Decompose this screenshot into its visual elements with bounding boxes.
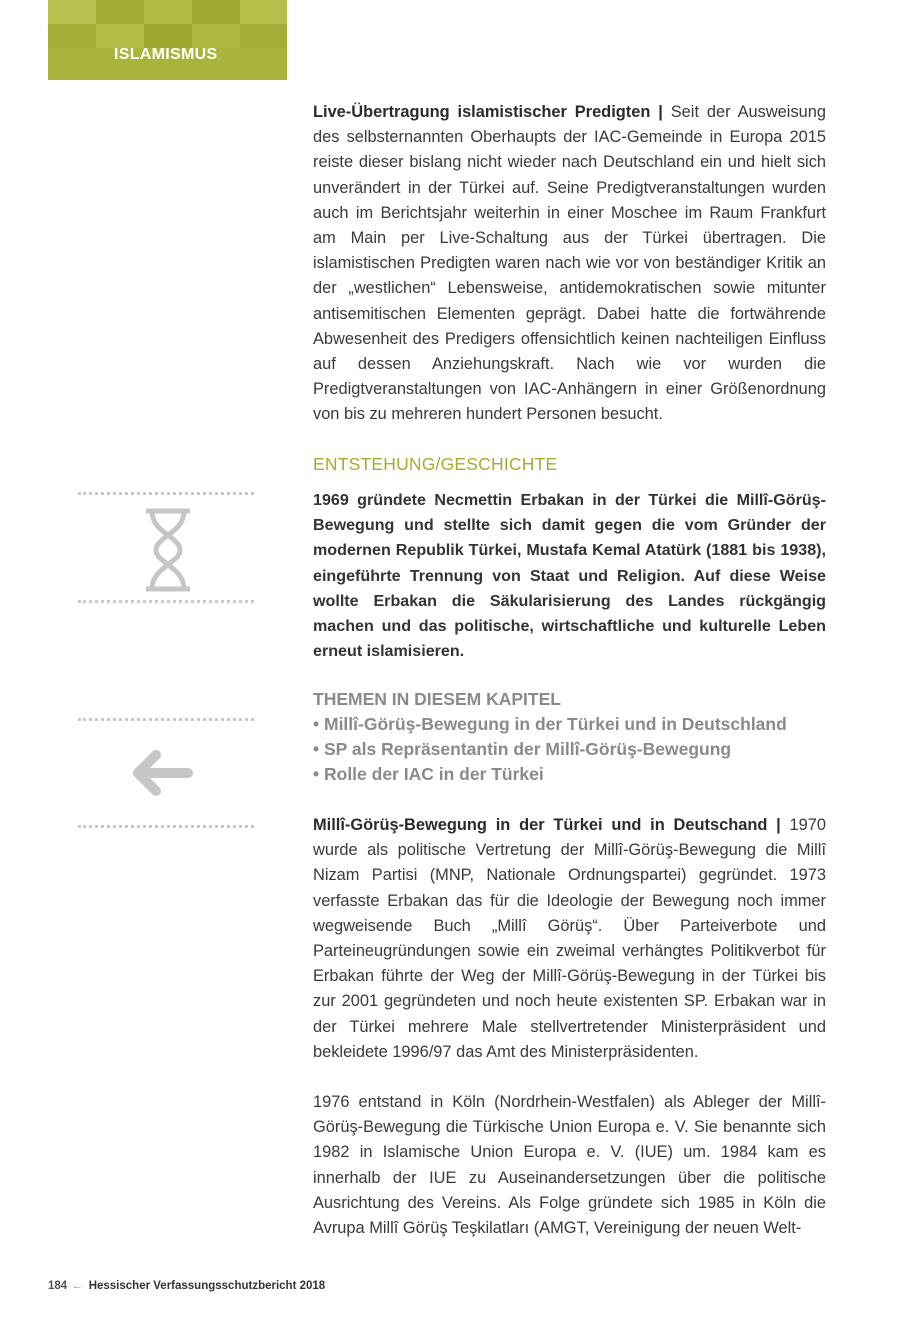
paragraph-body: Seit der Ausweisung des selbsternannten Oberhaupts der IAC-Gemeinde in Europa 2015 reiste dieser bislang nicht wieder nach Deutschland ein und hielt sich unverändert in der Türkei auf. Seine Predigtveranstaltungen wurden auch im Berichtsjahr weiterhin in einer Moschee im Raum Frankfurt am Main per Live-Schaltung aus der Türkei übertragen. Die islamistischen Predigten waren nach wie vor von beständiger Kritik an der „westlichen“ Lebensweise, antidemokratischen sowie mitunter antisemitischen Elementen geprägt. Dabei hatte die fortwährende Abwesenheit des Predigers offensichtlich keinen nachteiligen Einfluss auf dessen Anziehungskraft. Nach wie vor wurden die Predigtveranstaltungen von IAC-Anhängern in einer Größenordnung von bis zu mehreren hundert Personen besucht. (313, 103, 826, 424)
paragraph-live-broadcast (313, 100, 826, 428)
header-mosaic-tile (240, 0, 287, 24)
paragraph-cologne: 1976 entstand in Köln (Nordrhein-Westfalen) als Ableger der Millî-Görüş-Bewegung die Türkische Union Europa e. V. Sie benannte sich 1982 in Islamische Union Europa e. V. (IUE) um. 1984 kam es innerhalb der IUE zu Auseinandersetzungen über die politische Ausrichtung des Vereins. Als Folge gründete sich 1985 in Köln die Avrupa Millî Görüş Teşkilatları (AMGT, Vereinigung der neuen Welt- (313, 1093, 826, 1238)
chapter-topic-item: • Millî-Görüş-Bewegung in der Türkei und in Deutschland (313, 714, 787, 734)
header-mosaic-tile (192, 0, 240, 24)
history-intro: 1969 gründete Necmettin Erbakan in der Türkei die Millî-Görüş-Bewegung und stellte sich damit gegen die vom Gründer der modernen Republik Türkei, Mustafa Kemal Atatürk (1881 bis 1938), eingeführte Trennung von Staat und Religion. Auf diese Weise wollte Erbakan die Säkularisierung des Landes rückgängig machen und das politische, wirtschaftliche und kulturelle Leben erneut islamisieren. (313, 491, 826, 661)
section-heading-history: ENTSTEHUNG/GESCHICHTE (313, 454, 558, 474)
chapter-topics (313, 686, 833, 788)
chapter-topics-list (313, 712, 833, 788)
hourglass-icon (140, 507, 196, 593)
paragraph-body: 1970 wurde als politische Vertretung der Millî-Görüş-Bewegung die Millî Nizam Partisi (MNP, Nationale Ordnungspartei) gegründet. 1973 verfasste Erbakan das für die Ideologie der Bewegung noch immer wegweisende Buch „Millî Görüş“. Über Parteiverbote und Parteineugründungen sowie ein zweimal verhängtes Politikverbot für Erbakan führte der Weg der Millî-Görüş-Bewegung in der Türkei bis zur 2001 gegründeten und noch heute existenten SP. Erbakan war in der Türkei mehrere Male stellvertretender Ministerpräsident und bekleidete 1996/97 das Amt des Ministerpräsidenten. (313, 816, 826, 1061)
page-footer (48, 1280, 325, 1292)
header-mosaic-tile (192, 24, 240, 48)
header-mosaic-tile (144, 0, 192, 24)
paragraph-lead: Live-Übertragung islamistischer Predigten | (313, 103, 663, 121)
header-mosaic-tile (96, 24, 144, 48)
dotted-divider (78, 825, 254, 828)
publication-title: Hessischer Verfassungsschutzbericht 2018 (88, 1280, 326, 1292)
page-number: 184 (48, 1280, 68, 1292)
chapter-topic-item: • Rolle der IAC in der Türkei (313, 764, 544, 785)
header-mosaic-tile (240, 24, 287, 48)
header-mosaic-tile (144, 24, 192, 48)
header-mosaic-tile (48, 24, 96, 48)
dotted-divider (78, 492, 254, 495)
paragraph-milli-gorus (313, 813, 826, 1065)
arrow-left-icon (130, 748, 196, 798)
dotted-divider (78, 600, 254, 603)
chapter-topics-heading: THEMEN IN DIESEM KAPITEL (313, 689, 561, 709)
header-mosaic-tile (96, 0, 144, 24)
header-mosaic-tile (48, 0, 96, 24)
arrow-left-icon: ← (71, 1280, 83, 1292)
paragraph-lead: Millî-Görüş-Bewegung in der Türkei und in Deutschand | (313, 816, 781, 834)
dotted-divider (78, 718, 254, 721)
section-label: ISLAMISMUS (114, 46, 218, 63)
section-header-tab (48, 0, 287, 80)
chapter-topic-item: • SP als Repräsentantin der Millî-Görüş-Bewegung (313, 739, 732, 760)
